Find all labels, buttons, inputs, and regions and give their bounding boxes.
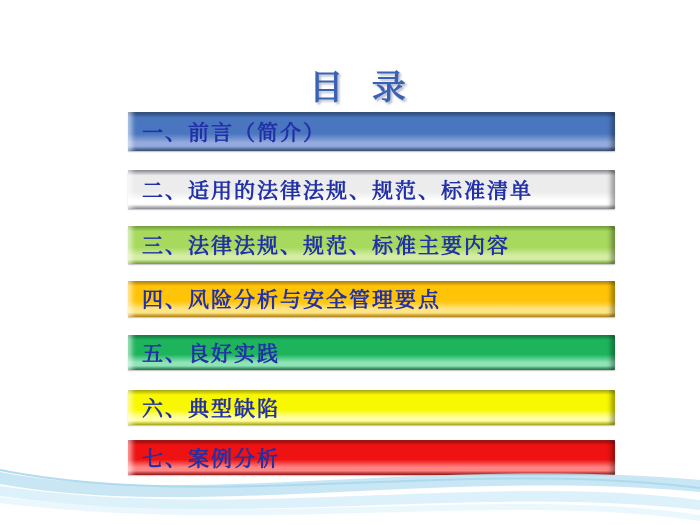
toc-item-label: 六、典型缺陷 — [142, 396, 280, 421]
toc-item-5[interactable] — [128, 335, 615, 370]
toc-item-3[interactable] — [128, 226, 615, 264]
toc-item-label: 一、前言（简介） — [142, 120, 326, 145]
toc-item-label: 五、良好实践 — [142, 341, 280, 366]
page-title: 目 录 — [309, 70, 416, 107]
toc-item-label: 四、风险分析与安全管理要点 — [142, 288, 441, 312]
toc-item-label: 二、适用的法律法规、规范、标准清单 — [142, 178, 533, 203]
toc-item-6[interactable] — [128, 390, 615, 425]
toc-item-4[interactable] — [128, 281, 615, 317]
toc-item-label: 三、法律法规、规范、标准主要内容 — [142, 234, 510, 258]
toc-item-label: 七、案例分析 — [142, 446, 280, 471]
toc-item-7[interactable] — [128, 440, 615, 475]
toc-item-1[interactable] — [128, 112, 615, 151]
toc-item-2[interactable] — [128, 170, 615, 209]
